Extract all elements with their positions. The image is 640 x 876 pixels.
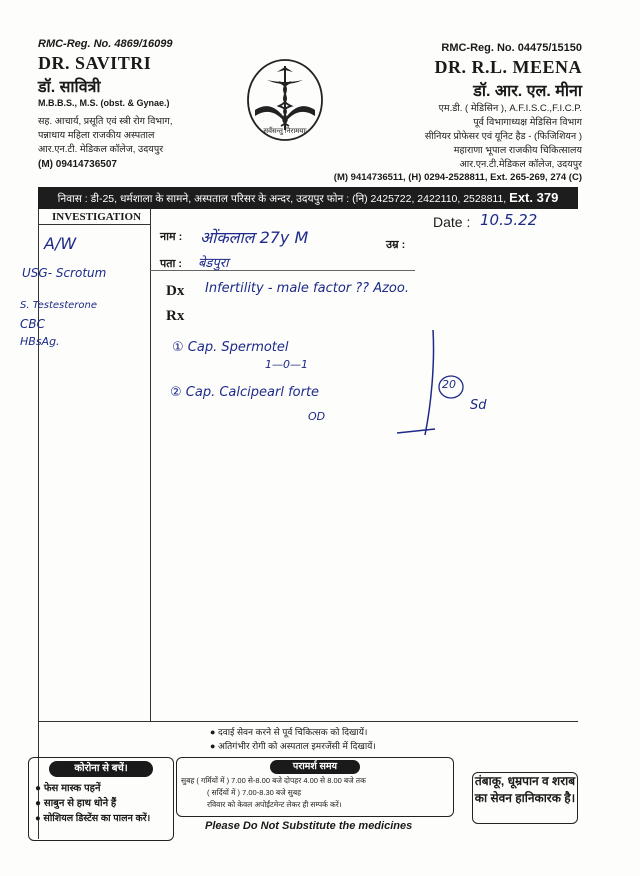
right-doctor-phones: (M) 9414736511, (H) 0294-2528811, Ext. 265-269, 274 (C) (333, 172, 582, 183)
corona-item-text: साबुन से हाथ धोने हैं (43, 798, 117, 809)
left-doctor-name-hi: डॉ. सावित्री (38, 79, 101, 96)
timing-title: परामर्श समय (270, 760, 360, 774)
patient-name: ओंकलाल 27y M (200, 228, 309, 247)
corona-box (28, 757, 174, 841)
patient-address: बेडपुरा (198, 256, 229, 271)
name-label: नाम : (160, 231, 183, 243)
right-doctor-line3: महाराणा भूपाल राजकीय चिकित्सालय (453, 145, 582, 156)
corona-item-text: फेस मास्क पहनें (43, 783, 101, 794)
left-doctor-line2: पन्नाधाय महिला राजकीय अस्पताल (38, 130, 155, 141)
timing-line2: ( सर्दियों में ) 7.00-8.30 बजे सुबह (207, 788, 302, 797)
investigation-rule (38, 224, 150, 225)
notice-2-text: अतिगंभीर रोगी को अस्पताल इमरजेंसी में दिखायें। (217, 741, 376, 751)
investigation-item: CBC (20, 317, 45, 331)
corona-item-text: सोशियल डिस्टेंस का पालन करें। (43, 813, 151, 824)
age-label: उम्र : (386, 239, 406, 251)
corona-title: कोरोना से बचें। (49, 761, 153, 777)
investigation-label: INVESTIGATION (52, 211, 142, 223)
footer-note: Please Do Not Substitute the medicines (205, 820, 413, 832)
investigation-item: USG- Scrotum (22, 266, 107, 280)
left-reg-number: RMC-Reg. No. 4869/16099 (38, 38, 173, 50)
rx-item-1: ① Cap. Spermotel (172, 340, 289, 355)
diagnosis-text: Infertility - male factor ?? Azoo. (205, 281, 409, 296)
body-bottom-rule (38, 721, 578, 722)
corona-item-3: ● सोशियल डिस्टेंस का पालन करें। (35, 813, 151, 824)
dx-label: Dx (166, 283, 185, 299)
notice-2: ● अतिगंभीर रोगी को अस्पताल इमरजेंसी में दिखायें। (210, 741, 376, 751)
right-doctor-line2: सीनियर प्रोफेसर एवं यूनिट हैड - (फिजिशियन ) (424, 131, 582, 142)
address-ext: Ext. 379 (509, 190, 559, 205)
timing-box (176, 757, 454, 817)
left-doctor-line1: सह. आचार्य, प्रसूति एवं स्त्री रोग विभाग, (38, 116, 173, 127)
rx-item-2-dose: OD (308, 410, 326, 423)
left-doctor-name-en: DR. SAVITRI (38, 53, 152, 73)
address-rule (150, 270, 415, 271)
tobacco-warning: तंबाकू, धूम्रपान व शराब का सेवन हानिकारक है। (472, 772, 578, 824)
investigation-item: HBsAg. (20, 335, 60, 348)
investigation-item: A/W (44, 234, 77, 253)
corona-item-2: ● साबुन से हाथ धोने हैं (35, 798, 117, 809)
rx-item-2: ② Cap. Calcipearl forte (170, 385, 320, 400)
right-doctor-name-hi: डॉ. आर. एल. मीना (473, 83, 582, 100)
left-doctor-degrees: M.B.B.S., M.S. (obst. & Gynae.) (38, 98, 170, 108)
notice-1: ● दवाई सेवन करने से पूर्व चिकित्सक को दिखायें। (210, 727, 368, 737)
timing-line3: रविवार को केवल अपोईंटमेन्ट लेकर ही सम्पर्क करें। (207, 800, 342, 809)
corona-item-1: ● फेस मास्क पहनें (35, 783, 101, 794)
logo-motto: सर्वेसन्तु निरामयाः (263, 128, 307, 135)
prescription-date: 10.5.22 (480, 211, 538, 229)
duration-days: 20 (442, 378, 456, 391)
address-text: निवास : डी-25, धर्मशाला के सामने, अस्पताल परिसर के अन्दर, उदयपुर फोन : (नि) 2425722, 2422110, 2528811, (57, 193, 507, 205)
address-label: पता : (160, 258, 183, 270)
left-doctor-line3: आर.एन.टी. मेडिकल कॉलेज, उदयपुर (38, 144, 164, 155)
rx-item-1-dose: 1—0—1 (265, 358, 308, 371)
rx-label: Rx (166, 308, 185, 324)
signature: Sd (470, 398, 487, 413)
right-doctor-name-en: DR. R.L. MEENA (434, 57, 582, 77)
right-reg-number: RMC-Reg. No. 04475/15150 (441, 42, 582, 54)
left-doctor-mobile: (M) 09414736507 (38, 159, 117, 170)
investigation-divider (150, 209, 151, 721)
investigation-item: S. Testesterone (20, 300, 98, 311)
right-doctor-line4: आर.एन.टी.मेडिकल कॉलेज, उदयपुर (459, 159, 582, 170)
right-doctor-line1: पूर्व विभागाध्यक्ष मेडिसिन विभाग (473, 117, 582, 128)
address-band (38, 187, 578, 209)
date-label: Date : (433, 214, 471, 230)
right-doctor-degrees: एम.डी. ( मेडिसिन ), A.F.I.S.C.,F.I.C.P. (438, 103, 582, 114)
notice-1-text: दवाई सेवन करने से पूर्व चिकित्सक को दिखायें। (217, 727, 368, 737)
timing-line1: सुबह ( गर्मियों में ) 7.00 से-8.00 बजे दोपहर 4.00 से 8.00 बजे तक (181, 776, 366, 785)
